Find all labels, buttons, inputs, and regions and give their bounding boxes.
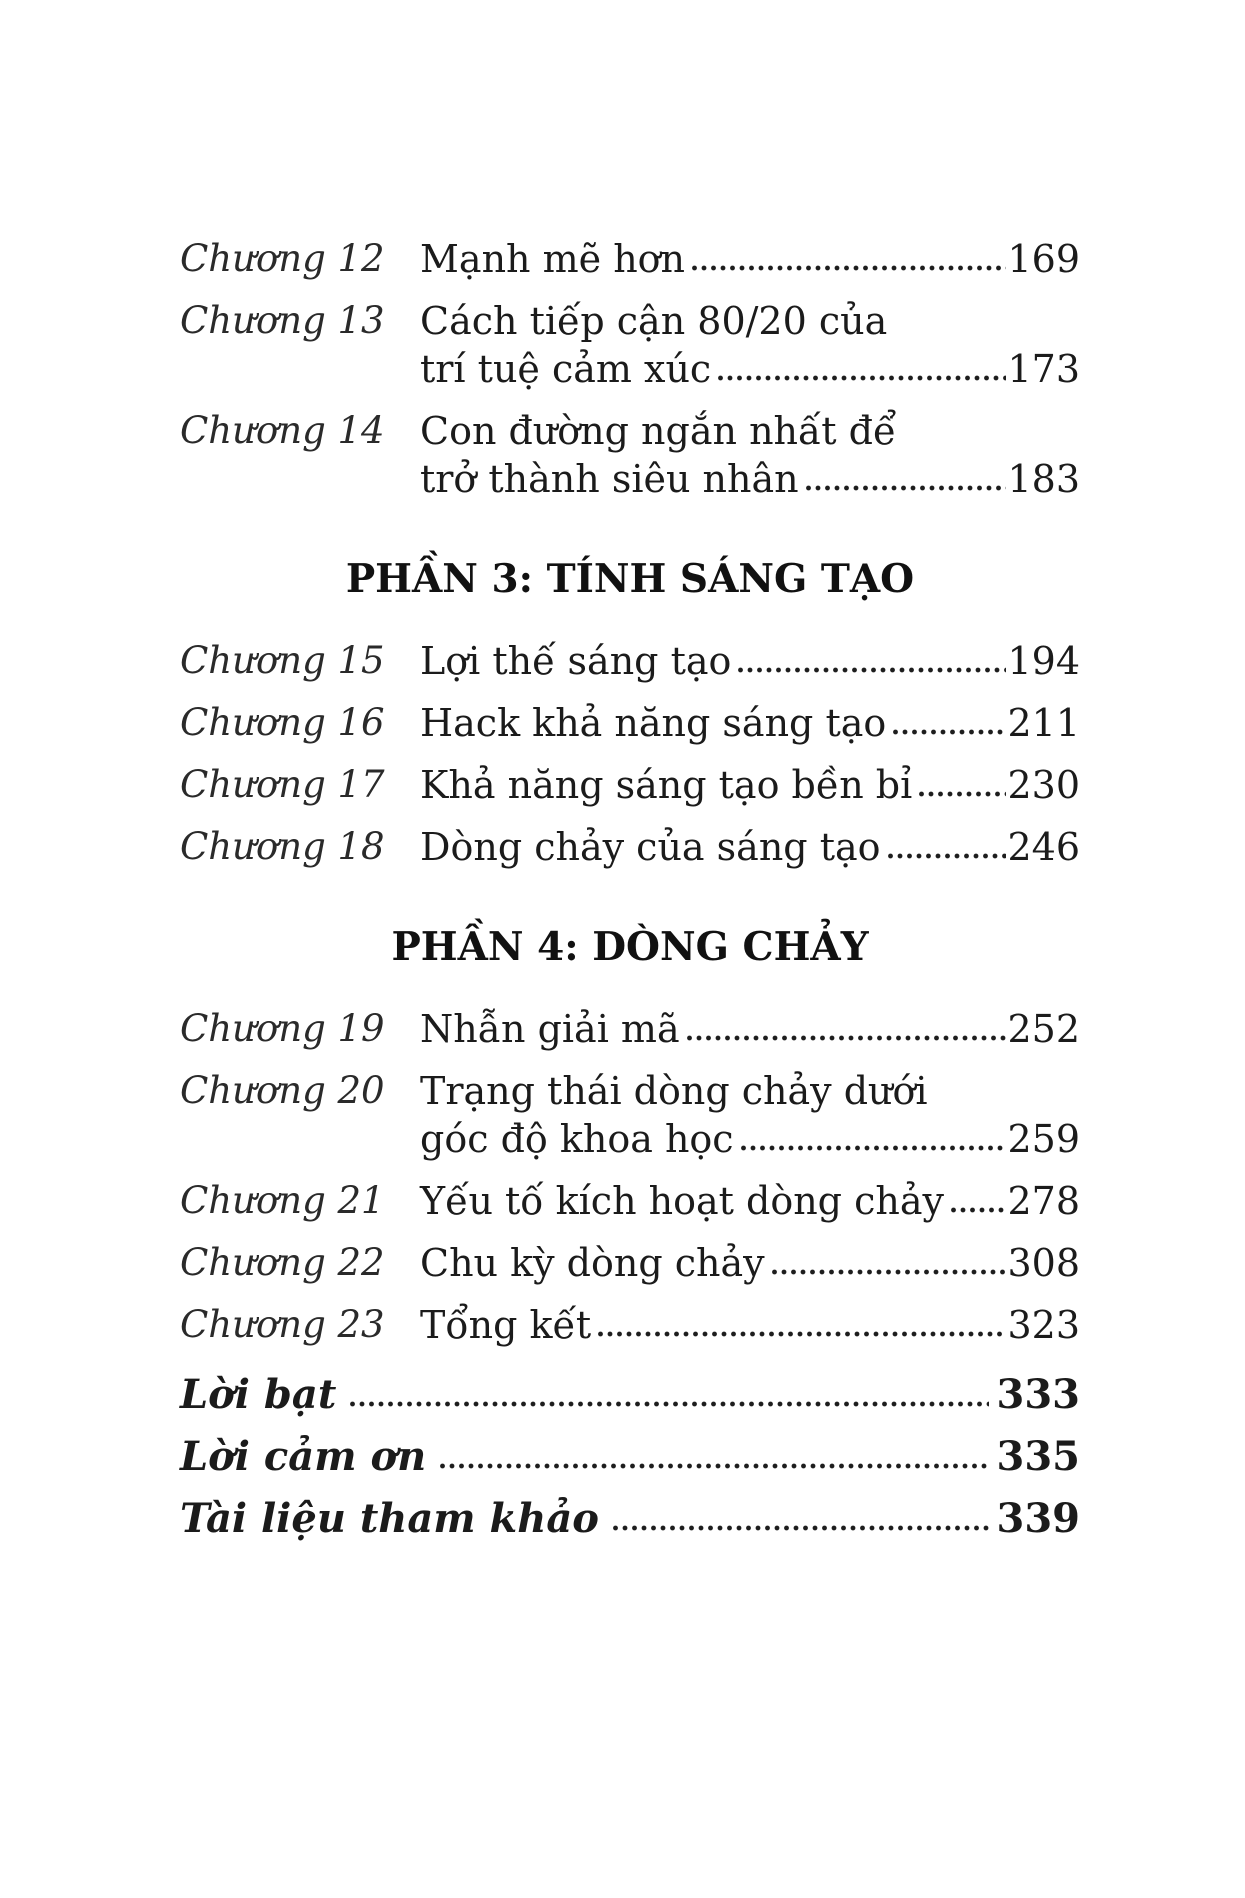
chapter-title-block [420, 235, 1080, 283]
toc-line [420, 345, 1080, 393]
chapter-title-block [420, 407, 1080, 503]
chapter-title-block [420, 637, 1080, 685]
chapter-title-block [420, 1177, 1080, 1225]
page-number: 169 [1007, 237, 1080, 281]
chapter-label: Chương 13 [180, 299, 385, 342]
backmatter-entry [180, 1495, 1080, 1543]
dot-leader [949, 1204, 1007, 1216]
chapter-title: Con đường ngắn nhất để [420, 409, 897, 453]
chapter-title: Chu kỳ dòng chảy [420, 1241, 765, 1285]
dot-leader [886, 850, 1007, 862]
chapter-title: trở thành siêu nhân [420, 457, 799, 501]
toc-line [420, 1115, 1080, 1163]
dot-leader [891, 726, 1006, 738]
toc-entry [180, 235, 1080, 283]
toc-entry [180, 761, 1080, 809]
chapter-label: Chương 15 [180, 639, 385, 682]
toc-entry [180, 823, 1080, 871]
chapter-label: Chương 19 [180, 1007, 385, 1050]
chapter-title-block [420, 1005, 1080, 1053]
toc-line [420, 1239, 1080, 1287]
toc-line [420, 637, 1080, 685]
toc-entry [180, 637, 1080, 685]
section-heading: PHẦN 4: DÒNG CHẢY [391, 924, 869, 970]
dot-leader [804, 482, 1007, 494]
toc-entry [180, 1067, 1080, 1163]
chapter-title: Hack khả năng sáng tạo [420, 701, 887, 745]
toc-line [420, 761, 1080, 809]
toc-entry [180, 1005, 1080, 1053]
chapter-title: Mạnh mẽ hơn [420, 237, 686, 281]
toc-line [420, 1067, 1080, 1115]
chapter-label: Chương 14 [180, 409, 385, 452]
toc-entry [180, 1301, 1080, 1349]
chapter-label: Chương 12 [180, 237, 385, 280]
chapter-label: Chương 16 [180, 701, 385, 744]
dot-leader [438, 1460, 988, 1472]
section-heading: PHẦN 3: TÍNH SÁNG TẠO [345, 556, 915, 602]
chapter-title-block [420, 297, 1080, 393]
toc-entry [180, 297, 1080, 393]
toc-line [420, 297, 1080, 345]
chapter-title-block [420, 1301, 1080, 1349]
chapter-title: Lợi thế sáng tạo [420, 639, 732, 683]
chapter-title: Yếu tố kích hoạt dòng chảy [420, 1179, 944, 1223]
backmatter-title: Lời bạt [180, 1371, 337, 1418]
toc-line [420, 1005, 1080, 1053]
chapter-title: góc độ khoa học [420, 1117, 734, 1161]
backmatter-entry [180, 1371, 1080, 1419]
toc-line [420, 235, 1080, 283]
chapter-title: Tổng kết [420, 1303, 592, 1347]
chapter-title-block [420, 761, 1080, 809]
table-of-contents [180, 235, 1080, 1557]
chapter-title: Trạng thái dòng chảy dưới [420, 1069, 928, 1113]
chapter-title-block [420, 1239, 1080, 1287]
chapter-label: Chương 22 [180, 1241, 385, 1284]
page-number: 246 [1007, 825, 1080, 869]
chapter-label: Chương 23 [180, 1303, 385, 1346]
page-number: 339 [996, 1495, 1080, 1542]
dot-leader [770, 1266, 1007, 1278]
chapter-label: Chương 21 [180, 1179, 385, 1222]
chapter-title: trí tuệ cảm xúc [420, 347, 712, 391]
dot-leader [716, 372, 1006, 384]
page-number: 173 [1007, 347, 1080, 391]
chapter-title: Cách tiếp cận 80/20 của [420, 299, 888, 343]
toc-entry [180, 1239, 1080, 1287]
page-number: 323 [1007, 1303, 1080, 1347]
chapter-title: Nhẫn giải mã [420, 1007, 680, 1051]
toc-entry [180, 407, 1080, 503]
page-number: 333 [996, 1371, 1080, 1418]
toc-line [420, 1301, 1080, 1349]
backmatter-entry [180, 1433, 1080, 1481]
page-number: 278 [1007, 1179, 1080, 1223]
page-number: 252 [1007, 1007, 1080, 1051]
page-number: 308 [1007, 1241, 1080, 1285]
dot-leader [739, 1142, 1007, 1154]
page-number: 230 [1007, 763, 1080, 807]
toc-line [420, 1177, 1080, 1225]
chapter-title-block [420, 1067, 1080, 1163]
toc-line [420, 699, 1080, 747]
page-number: 259 [1007, 1117, 1080, 1161]
page-number: 183 [1007, 457, 1080, 501]
dot-leader [917, 788, 1006, 800]
chapter-title: Khả năng sáng tạo bền bỉ [420, 763, 913, 807]
chapter-label: Chương 17 [180, 763, 385, 806]
page-number: 211 [1007, 701, 1080, 745]
dot-leader [685, 1032, 1007, 1044]
dot-leader [348, 1398, 988, 1410]
backmatter-title: Lời cảm ơn [180, 1433, 427, 1480]
toc-entry [180, 1177, 1080, 1225]
dot-leader [690, 262, 1006, 274]
dot-leader [611, 1522, 989, 1534]
chapter-title: Dòng chảy của sáng tạo [420, 825, 881, 869]
backmatter-title: Tài liệu tham khảo [180, 1495, 599, 1542]
toc-entry [180, 699, 1080, 747]
page-number: 194 [1007, 639, 1080, 683]
toc-line [420, 407, 1080, 455]
chapter-title-block [420, 823, 1080, 871]
toc-line [420, 823, 1080, 871]
dot-leader [736, 664, 1006, 676]
chapter-label: Chương 20 [180, 1069, 385, 1112]
toc-line [420, 455, 1080, 503]
chapter-title-block [420, 699, 1080, 747]
dot-leader [596, 1328, 1006, 1340]
chapter-label: Chương 18 [180, 825, 385, 868]
page-number: 335 [996, 1433, 1080, 1480]
